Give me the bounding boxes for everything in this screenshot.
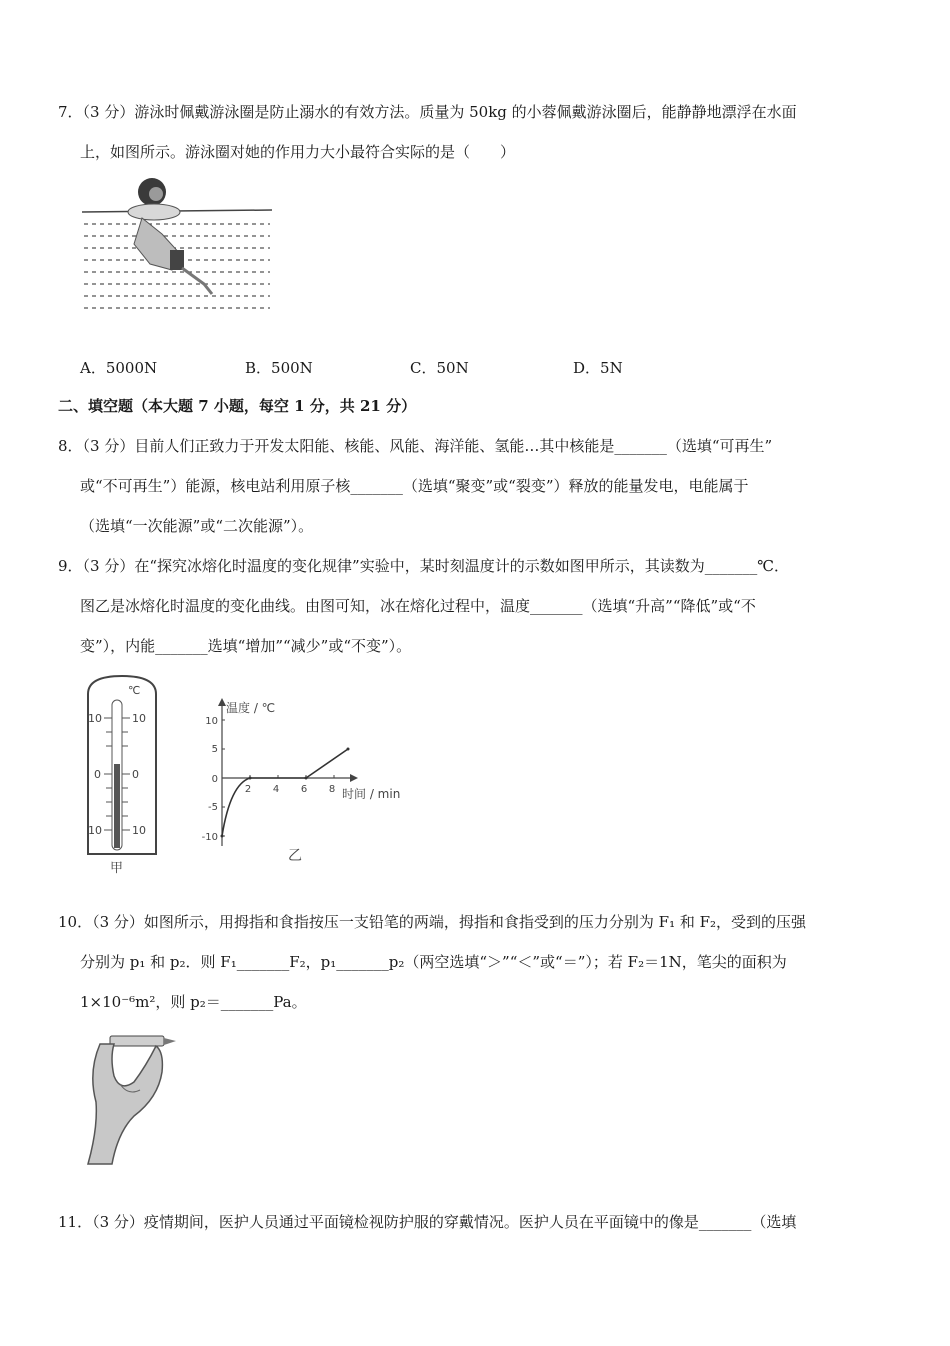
melting-curve-point: [305, 777, 308, 780]
graph-xlabel: 时间 / min: [342, 787, 401, 801]
graph-ytick-neg10: -10: [201, 832, 218, 843]
q9-line-2: 图乙是冰熔化时温度的变化曲线。由图可知，冰在熔化过程中，温度_______（选填“升高”“降低”或“不: [80, 597, 756, 615]
pencil-hand-figure: [80, 1032, 190, 1168]
q9-line-1: 9．（3 分）在“探究冰熔化时温度的变化规律”实验中，某时刻温度计的示数如图甲所示，其读数为_______℃．: [58, 557, 789, 575]
melting-graph-figure: [196, 690, 410, 866]
graph-ytick-0: 0: [211, 774, 218, 785]
graph-xtick-4: 4: [272, 784, 280, 795]
q8-line-3: （选填“一次能源”或“二次能源”）。: [80, 517, 314, 535]
melting-curve-point: [347, 748, 350, 751]
graph-ytick-10: 10: [205, 716, 218, 727]
graph-xtick-6: 6: [300, 784, 308, 795]
graph-y-arrow: [218, 698, 226, 706]
graph-ytick-5: 5: [211, 744, 218, 755]
q10-line-1: 10．（3 分）如图所示，用拇指和食指按压一支铅笔的两端，拇指和食指受到的压力分别为 F₁ 和 F₂，受到的压强: [58, 913, 807, 931]
q10-line-2: 分别为 p₁ 和 p₂．则 F₁_______F₂，p₁_______p₂（两空选填“＞”“＜”或“＝”）；若 F₂＝1N，笔尖的面积为: [80, 953, 787, 971]
thermometer-figure: [84, 672, 160, 880]
graph-ytick-neg5: -5: [208, 802, 218, 813]
melting-curve-point: [249, 777, 252, 780]
q7-line-1: 7．（3 分）游泳时佩戴游泳圈是防止溺水的有效方法。质量为 50kg 的小蓉佩戴游泳圈后，能静静地漂浮在水面: [58, 103, 797, 121]
q11-line-1: 11．（3 分）疫情期间，医护人员通过平面镜检视防护服的穿戴情况。医护人员在平面镜中的像是_______（选填: [58, 1213, 797, 1231]
q9-line-3: 变”），内能_______选填“增加”“减少”或“不变”）。: [80, 637, 412, 655]
thermometer-tick-10-left: 10: [88, 712, 102, 725]
q8-line-1: 8．（3 分）目前人们正致力于开发太阳能、核能、风能、海洋能、氢能…其中核能是_______（选填“可再生”: [58, 437, 773, 455]
q7-option-c[interactable]: C．50N: [410, 359, 469, 377]
thermometer-tick-neg10-right: 10: [132, 824, 146, 837]
graph-x-arrow: [350, 774, 358, 782]
q7-option-b[interactable]: B．500N: [245, 359, 313, 377]
graph-xtick-8: 8: [328, 784, 336, 795]
thermometer-tick-0-left: 0: [94, 768, 101, 781]
melting-curve-point: [221, 835, 224, 838]
q7-option-d[interactable]: D．5N: [573, 359, 623, 377]
q7-option-a[interactable]: A．5000N: [80, 359, 158, 377]
graph-ylabel: 温度 / ℃: [226, 701, 276, 715]
q8-line-2: 或“不可再生”）能源，核电站利用原子核_______（选填“聚变”或“裂变”）释放的能量发电，电能属于: [80, 477, 749, 495]
swimmer-figure: [80, 172, 276, 322]
thermometer-tick-10-right: 10: [132, 712, 146, 725]
q10-line-3: 1×10⁻⁶m²，则 p₂＝_______Pa。: [80, 993, 307, 1011]
graph-xtick-2: 2: [244, 784, 252, 795]
graph-caption: 乙: [288, 848, 302, 864]
thermometer-tick-neg10-left: 10: [88, 824, 102, 837]
thermometer-unit: ℃: [128, 684, 141, 697]
q7-line-2: 上，如图所示。游泳圈对她的作用力大小最符合实际的是（ ）: [80, 143, 516, 161]
thermometer-tick-0-right: 0: [132, 768, 139, 781]
section-2-heading: 二、填空题（本大题 7 小题，每空 1 分，共 21 分）: [58, 397, 417, 415]
thermometer-caption: 甲: [110, 861, 124, 876]
